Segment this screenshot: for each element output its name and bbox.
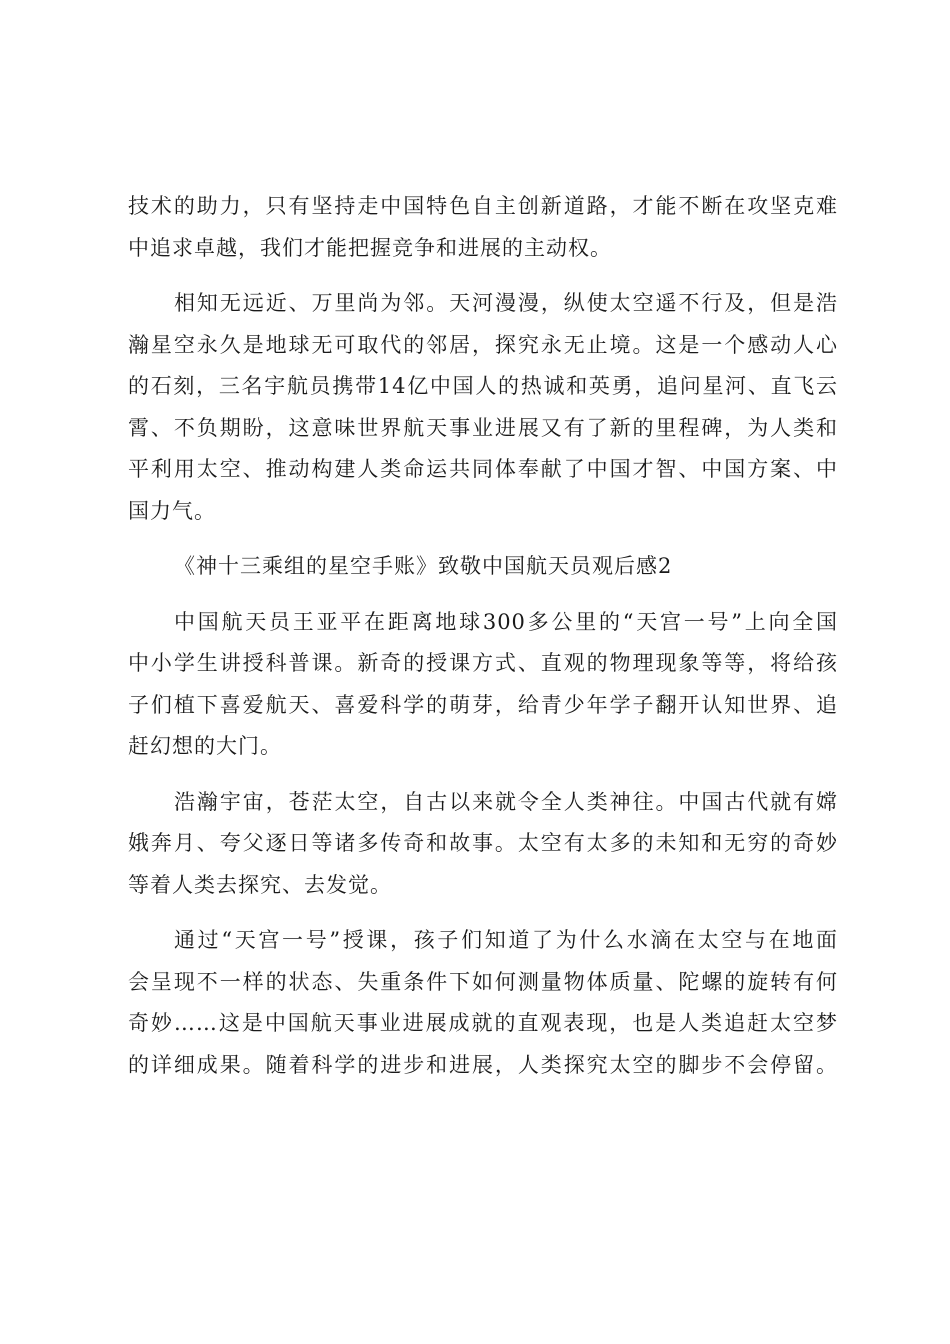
text-line: 的详细成果。随着科学的进步和进展，人类探究太空的脚步不会停留。 xyxy=(128,1052,838,1077)
text-line: 奇妙……这是中国航天事业进展成就的直观表现，也是人类追赶太空梦 xyxy=(128,1011,838,1035)
text-line: 技术的助力，只有坚持走中国特色自主创新道路，才能不断在攻坚克难 xyxy=(128,194,838,218)
text-line: 子们植下喜爱航天、喜爱科学的萌芽，给青少年学子翻开认知世界、追 xyxy=(128,692,838,717)
paragraph xyxy=(128,920,838,1086)
text-line: 中国航天员王亚平在距离地球300多公里的“天宫一号”上向全国 xyxy=(174,609,838,634)
text-line: 霄、不负期盼，这意味世界航天事业进展又有了新的里程碑，为人类和 xyxy=(128,415,838,440)
paragraph xyxy=(128,283,838,532)
text-line: 相知无远近、万里尚为邻。天河漫漫，纵使太空遥不行及，但是浩 xyxy=(174,291,838,315)
text-line: 瀚星空永久是地球无可取代的邻居，探究永无止境。这是一个感动人心 xyxy=(128,332,838,357)
paragraph xyxy=(128,782,838,907)
text-line: 中小学生讲授科普课。新奇的授课方式、直观的物理现象等等，将给孩 xyxy=(128,651,838,675)
text-line: 的石刻，三名宇航员携带14亿中国人的热诚和英勇，追问星河、直飞云 xyxy=(128,374,838,398)
heading-line: 《神十三乘组的星空手账》致敬中国航天员观后感2 xyxy=(174,554,673,578)
section-heading xyxy=(128,546,838,588)
text-line: 平利用太空、推动构建人类命运共同体奉献了中国才智、中国方案、中 xyxy=(128,457,838,481)
document-body xyxy=(128,186,838,1086)
text-line: 中追求卓越，我们才能把握竞争和进展的主动权。 xyxy=(128,235,612,260)
text-line: 通过“天宫一号”授课，孩子们知道了为什么水滴在太空与在地面 xyxy=(174,928,838,952)
paragraph-continuation xyxy=(128,186,838,269)
text-line: 娥奔月、夸父逐日等诸多传奇和故事。太空有太多的未知和无穷的奇妙 xyxy=(128,831,838,855)
text-line: 等着人类去探究、去发觉。 xyxy=(128,872,392,897)
text-line: 会呈现不一样的状态、失重条件下如何测量物体质量、陀螺的旋转有何 xyxy=(128,969,838,994)
text-line: 浩瀚宇宙，苍茫太空，自古以来就令全人类神往。中国古代就有嫦 xyxy=(174,789,838,814)
text-line: 国力气。 xyxy=(128,498,216,523)
paragraph xyxy=(128,602,838,768)
text-line: 赶幻想的大门。 xyxy=(128,734,282,758)
